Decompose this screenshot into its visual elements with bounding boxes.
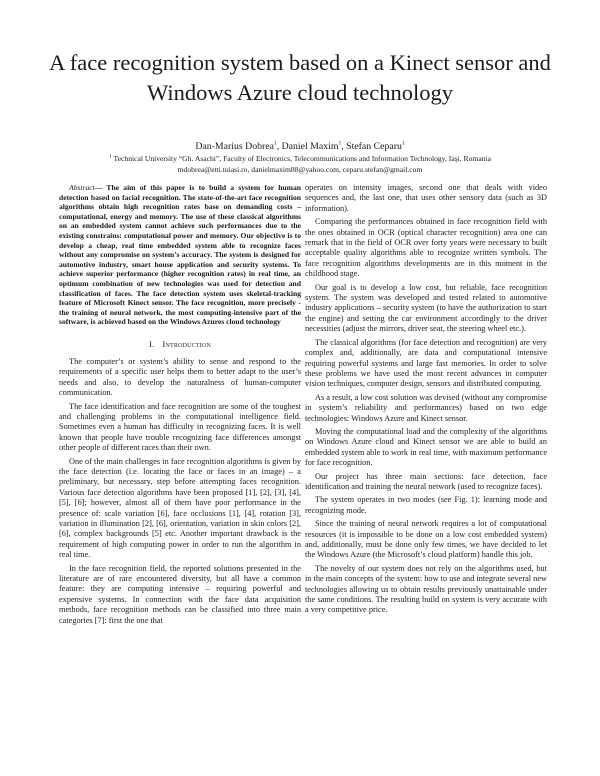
- body-paragraph: Moving the computational load and the complexity of the algorithms on Windows Azure cloud and Kinect sensor we are able to build an embedded system able to work in real time, with maximum performance for face recognition.: [305, 426, 547, 468]
- body-paragraph: The computer’s or system’s ability to sense and respond to the requirements of a specific user helps them to better adapt to the user’s needs and also, to develop the naturalness of human-computer communication.: [59, 356, 301, 398]
- body-paragraph: In the face recognition field, the reported solutions presented in the literature are of rare encountered diversity, but all have a common feature: they are computing intensive – requiring powerful and expensive systems. In connection with the face data acquisition methods, face recognition methods can be classified into three main categories [7]: first the one that: [59, 563, 301, 625]
- body-paragraph: Our goal is to develop a low cost, but reliable, face recognition system. The system was developed and tested related to automotive industry applications – security system (to have the authorization to start the engine) and setting the car environment accordingly to the driver necessities (adjust the mirrors, driver seat, the steering wheel etc.).: [305, 282, 547, 334]
- section-number: I.: [148, 338, 155, 349]
- body-paragraph: As a result, a low cost solution was devised (without any compromise in system’s reliability and performances) based on two edge technologies: Windows Azure and Kinect sensor.: [305, 392, 547, 423]
- affiliation-text: Technical University “Gh. Asachi”, Faculty of Electronics, Telecommunications and Information Technology, Iaşi, Romania: [111, 154, 491, 163]
- author-name: Dan-Marius Dobrea: [195, 141, 274, 152]
- body-paragraph: Since the training of neural network requires a lot of computational resources (it is impossible to be done on a low cost embedded system) and, additionally, must be done only few times, we have decided to let the Windows Azure (the Microsoft’s cloud platform) handle this job.: [305, 519, 547, 560]
- body-paragraph: Comparing the performances obtained in face recognition field with the ones obtained in OCR (optical character recognition) area one can remark that in the field of OCR over forty years were necessary to built acceptable quality algorithms able to recognize written symbols. The face recognition algorithms developments are in this moment in the childhood stage.: [305, 217, 547, 279]
- body-paragraph: One of the main challenges in face recognition algorithms is given by the face detection (i.e. locating the face or faces in an image) – a preliminary, but necessary, step before attempting faces recognition. Various face detection algorithms have been proposed [1], [2], [3], [4], [5], [6]; however, almost all of them have poor performance in the presence of: scale variation [6], face occlusions [1], [4], rotation [3], variation in illumination [2], [6], orientation, variation in skin colors [2], [6], complex backgrounds [5] etc. Another important drawback is the requirement of high computing power in order to run the algorithm in real time.: [59, 456, 301, 560]
- section-title: Introduction: [162, 338, 211, 349]
- author-name: Stefan Ceparu: [346, 141, 402, 152]
- affiliation-mark: 1: [338, 140, 342, 147]
- right-column: [305, 183, 547, 616]
- affiliation-mark: 1: [109, 153, 112, 160]
- abstract: [59, 183, 301, 327]
- body-paragraph: operates on intensity images, second one that deals with video sequences and, the last one, that uses other sensory data (such as 3D information).: [305, 183, 547, 213]
- abstract-label: Abstract: [69, 183, 95, 192]
- affiliation: [40, 154, 560, 164]
- affiliation-mark: 1: [401, 140, 405, 147]
- affiliation-mark: 1: [273, 140, 277, 147]
- left-column: [59, 183, 301, 626]
- author-name: Daniel Maxim: [281, 141, 339, 152]
- author-separator: ,: [341, 141, 347, 152]
- author-list: [40, 141, 560, 153]
- section-heading: [59, 339, 301, 350]
- body-paragraph: The novelty of our system does not rely on the algorithms used, but in the main concepts of the system: how to use and integrate several new technologies allowing us to obtain results previously unattainable under the same conditions. The resulting build on system is very accurate with a very competitive price.: [305, 563, 547, 615]
- paper-title: A face recognition system based on a Kinect sensor and Windows Azure cloud technology: [49, 50, 551, 105]
- body-paragraph: The face identification and face recognition are some of the toughest and challenging problems in the computational intelligence field. Sometimes even a human has difficulty in recognizing faces. It is well known that people have trouble recognizing face differences amongst other people of different races than their own.: [59, 401, 301, 453]
- author-emails: mdobrea@etti.tuiasi.ro, danielmaxim88@yahoo.com, ceparu.stefan@gmail.com: [177, 165, 423, 174]
- body-paragraph: The classical algorithms (for face detection and recognition) are very complex and, additionally, are data and computational intensive requiring powerful systems and large fast memories. In order to solve these problems we have used the most recent advances in computer vision techniques, computer design, sensors and distributed computing.: [305, 337, 547, 389]
- body-paragraph: Our project has three main sections: face detection, face identification and training the neural network (used to recognize faces).: [305, 471, 547, 491]
- body-paragraph: The system operates in two modes (see Fig. 1): learning mode and recognizing mode.: [305, 495, 547, 515]
- abstract-text: — The aim of this paper is to build a system for human detection based on facial recognition. The state-of-the-art face recognition algorithms obtain high recognition rates base on demanding costs – computational, energy and memory. The use of these classical algorithms on an embedded system cannot achieve such performances due to the existing constrains: computational power and memory. Our objective is to develop a cheap, real time embedded system able to recognize faces without any compromise on system’s accuracy. The system is designed for automotive industry, smart house application and security systems. To achieve superior performance (higher recognition rates) in real time, an optimum combination of new technologies was used for detection and classification of faces. The face detection system uses skeletal-tracking feature of Microsoft Kinect sensor. The face recognition, more precisely - the training of neural network, the most computing-intensive part of the software, is achieved based on the Windows Azures cloud technology: [59, 183, 301, 327]
- author-separator: ,: [276, 141, 282, 152]
